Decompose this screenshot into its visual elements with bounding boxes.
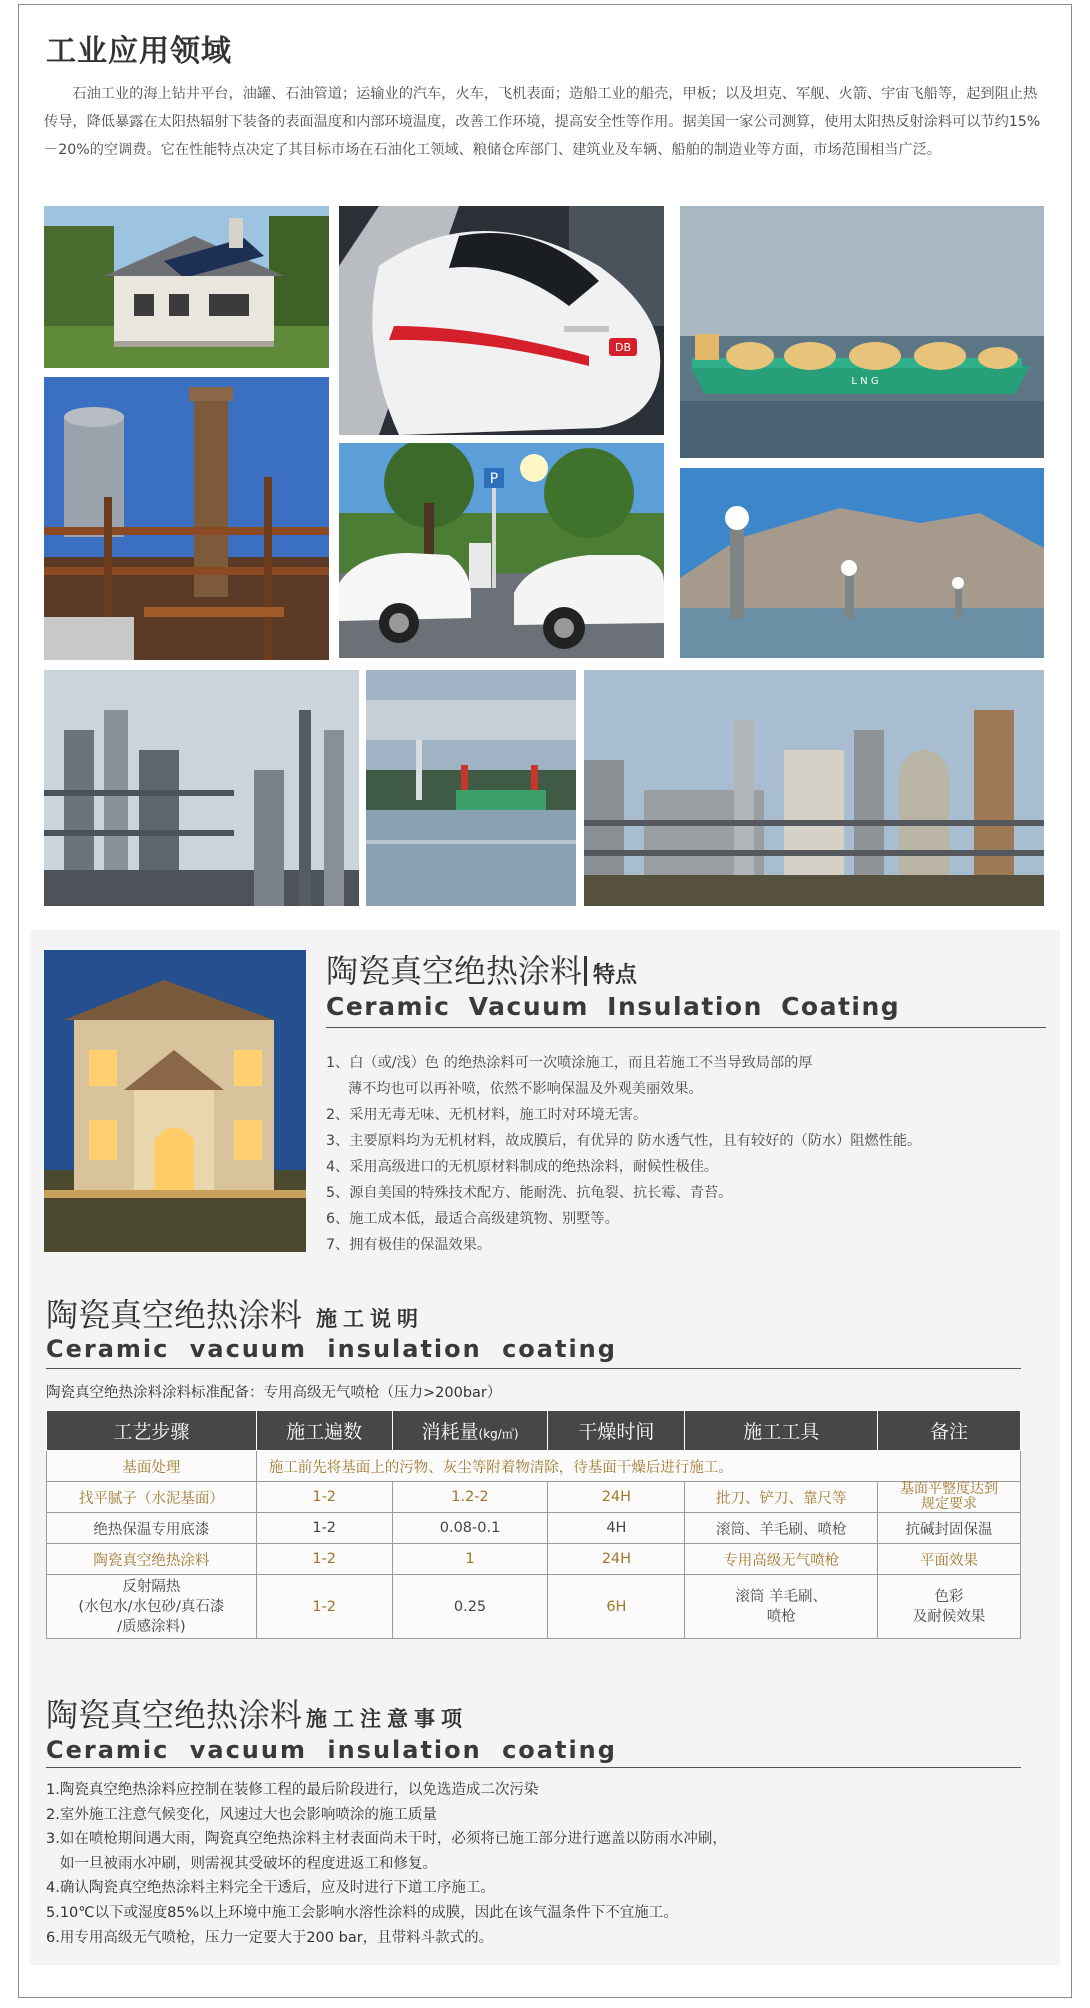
photo-solar-towers [680, 468, 1044, 658]
photo-ev-charging [339, 443, 664, 658]
precautions-list [46, 1778, 727, 1950]
th-amount-unit: (kg/㎡) [478, 1427, 519, 1441]
cell-dry: 24H [548, 1482, 685, 1513]
industrial-intro-paragraph: 石油工业的海上钻井平台，油罐、石油管道；运输业的汽车，火车，飞机表面；造船工业的船壳，甲板；以及坦克、军舰、火箭、宇宙飞船等，起到阻止热传导，降低暴露在太阳热辐射下装备的表面温度和内部环境温度，改善工作环境，提高安全性等作用。据美国一家公司测算，使用太阳热反射涂料可以节约15%－20%的空调费。它在性能特点决定了其目标市场在石油化工领域、粮储仓库部门、建筑业及车辆、船舶的制造业等方面，市场范围相当广泛。 [44, 86, 1041, 158]
parking-sign-letter: P [489, 471, 499, 487]
photo-villa [44, 950, 306, 1252]
list-item: 6、施工成本低，最适合高级建筑物、别墅等。 [326, 1211, 619, 1227]
list-item: 如一旦被雨水冲刷，则需视其受破坏的程度进返工和修复。 [60, 1855, 437, 1872]
precautions-title-sub: 施工注意事项 [306, 1707, 469, 1731]
cell-dry: 4H [548, 1513, 685, 1544]
table-header-row [47, 1411, 1021, 1451]
list-item: 3.如在喷枪期间遇大雨，陶瓷真空绝热涂料主材表面尚未干时，必须将已施工部分进行遮盖以防雨水冲刷， [46, 1831, 727, 1848]
th-times: 施工遍数 [256, 1411, 392, 1451]
construction-rule [46, 1368, 1021, 1369]
cell-remark [878, 1575, 1021, 1639]
cell-amount: 1.2-2 [392, 1482, 548, 1513]
cell-tool-line: 滚筒 羊毛刷、 [735, 1588, 828, 1605]
table-row [47, 1451, 1021, 1482]
precautions-title [46, 1690, 468, 1736]
cell-amount: 0.25 [392, 1575, 548, 1639]
cell-tool: 滚筒、羊毛刷、喷枪 [685, 1513, 878, 1544]
list-item: 4、采用高级进口的无机原材料制成的绝热涂料，耐候性极佳。 [326, 1159, 719, 1175]
table-row [47, 1482, 1021, 1513]
cell-tool: 批刀、铲刀、靠尺等 [685, 1482, 878, 1513]
cell-amount: 0.08-0.1 [392, 1513, 548, 1544]
cell-tool [685, 1575, 878, 1639]
cell-amount: 1 [392, 1544, 548, 1575]
cell-step: 绝热保温专用底漆 [47, 1513, 257, 1544]
list-item: 5、源自美国的特殊技术配方、能耐洗、抗龟裂、抗长霉、青苔。 [326, 1185, 733, 1201]
cell-step-line: (水包水/水包砂/真石漆 [78, 1598, 225, 1615]
cell-step-line: /质感涂料) [117, 1618, 186, 1635]
cell-step-line: 反射隔热 [122, 1578, 181, 1595]
cell-remark-line: 规定要求 [921, 1496, 978, 1512]
cell-remark-line: 色彩 [934, 1588, 964, 1605]
cell-remark: 抗碱封固保温 [878, 1513, 1021, 1544]
ship-lng-letters: L N G [851, 376, 879, 387]
features-rule [326, 1027, 1046, 1028]
cell-tool-line: 喷枪 [766, 1608, 796, 1625]
list-item: 5.10℃以下或湿度85%以上环境中施工会影响水溶性涂料的成膜，因此在该气温条件下不宜施工。 [46, 1904, 678, 1921]
list-item: 7、拥有极佳的保温效果。 [326, 1237, 492, 1253]
table-row [47, 1513, 1021, 1544]
list-item: 6.用专用高级无气喷枪，压力一定要大于200 bar，且带料斗款式的。 [46, 1929, 494, 1946]
photo-lng-ship [680, 206, 1044, 458]
th-amount-label: 消耗量 [421, 1421, 479, 1443]
features-title-en: Ceramic Vacuum Insulation Coating [326, 992, 901, 1021]
features-title-main: 陶瓷真空绝热涂料 [326, 952, 583, 990]
cell-times: 1-2 [256, 1575, 392, 1639]
photo-refinery-tower [44, 377, 329, 660]
construction-title [46, 1290, 424, 1336]
th-tool: 施工工具 [685, 1411, 878, 1451]
cell-dry: 24H [548, 1544, 685, 1575]
cell-times: 1-2 [256, 1513, 392, 1544]
photo-train [339, 206, 664, 435]
construction-title-sub: 施工说明 [316, 1307, 425, 1331]
list-item: 2、采用无毒无味、无机材料，施工时对环境无害。 [326, 1107, 648, 1123]
cell-times: 1-2 [256, 1544, 392, 1575]
cell-remark-line: 基面平整度达到 [900, 1481, 999, 1497]
cell-step: 陶瓷真空绝热涂料 [47, 1544, 257, 1575]
cell-tool: 专用高级无气喷枪 [685, 1544, 878, 1575]
cell-description: 施工前先将基面上的污物、灰尘等附着物清除，待基面干燥后进行施工。 [256, 1451, 1020, 1482]
cell-step [47, 1575, 257, 1639]
cell-remark: 平面效果 [878, 1544, 1021, 1575]
list-item: 2.室外施工注意气候变化，风速过大也会影响喷涂的施工质量 [46, 1806, 437, 1823]
list-item: 1.陶瓷真空绝热涂料应控制在装修工程的最后阶段进行，以免选造成二次污染 [46, 1782, 539, 1798]
cell-step: 找平腻子（水泥基面） [47, 1482, 257, 1513]
cell-step: 基面处理 [47, 1451, 257, 1482]
train-db-logo: DB [614, 341, 632, 354]
th-step: 工艺步骤 [47, 1411, 257, 1451]
features-title [326, 946, 637, 992]
table-row [47, 1575, 1021, 1639]
th-remark: 备注 [878, 1411, 1021, 1451]
th-amount [392, 1411, 548, 1451]
title-divider [584, 956, 587, 986]
cell-remark [878, 1482, 1021, 1513]
list-item: 4.确认陶瓷真空绝热涂料主料完全干透后，应及时进行下道工序施工。 [46, 1880, 495, 1897]
cell-remark-line: 及耐候效果 [912, 1608, 986, 1625]
precautions-title-main: 陶瓷真空绝热涂料 [46, 1696, 303, 1734]
photo-power-plant-water [366, 670, 576, 906]
precautions-title-en: Ceramic vacuum insulation coating [46, 1736, 617, 1764]
table-row [47, 1544, 1021, 1575]
list-item: 1、白（或/浅）色 的绝热涂料可一次喷涂施工，而且若施工不当导致局部的厚 [326, 1055, 813, 1071]
construction-table [46, 1410, 1021, 1639]
th-dry: 干燥时间 [548, 1411, 685, 1451]
cell-times: 1-2 [256, 1482, 392, 1513]
photo-refinery-plant [584, 670, 1044, 906]
list-item: 薄不均也可以再补喷，依然不影响保温及外观美丽效果。 [348, 1081, 703, 1097]
construction-title-en: Ceramic vacuum insulation coating [46, 1335, 617, 1363]
features-list [326, 1050, 921, 1258]
section-title-industrial: 工业应用领域 [46, 34, 232, 69]
features-title-sub: 特点 [593, 963, 638, 988]
precautions-rule [46, 1767, 1021, 1768]
construction-title-main: 陶瓷真空绝热涂料 [46, 1296, 303, 1334]
cell-dry: 6H [548, 1575, 685, 1639]
equipment-note: 陶瓷真空绝热涂料涂料标准配备：专用高级无气喷枪（压力>200bar） [46, 1385, 502, 1401]
photo-refinery-pipes [44, 670, 359, 906]
list-item: 3、主要原料均为无机材料，故成膜后，有优异的 防水透气性，且有较好的（防水）阻燃性能。 [326, 1133, 922, 1149]
photo-house-solar [44, 206, 329, 368]
